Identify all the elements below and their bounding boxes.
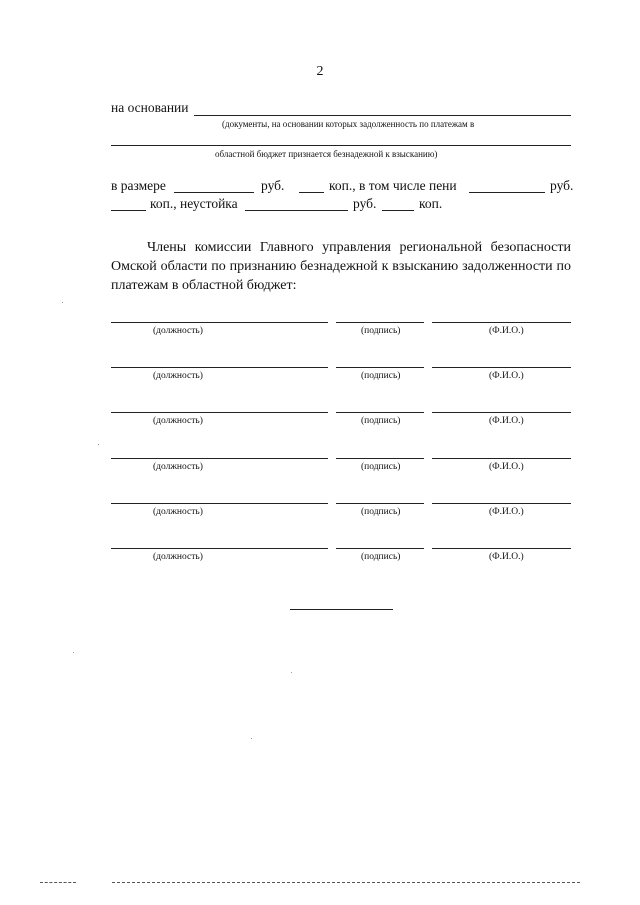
penalty-rub-label: руб. <box>550 178 574 193</box>
forfeit-rub-field[interactable] <box>245 210 348 211</box>
signature-caption: (подпись) <box>361 552 401 562</box>
name-caption: (Ф.И.О.) <box>489 552 524 562</box>
scan-artifact-line <box>112 882 580 883</box>
position-caption: (должность) <box>153 507 203 517</box>
name-field[interactable] <box>432 367 571 368</box>
basis-caption-line1: (документы, на основании которых задолженность по платежам в <box>222 119 475 129</box>
page-number: 2 <box>316 64 324 79</box>
signature-field[interactable] <box>336 458 424 459</box>
basis-field-line-2[interactable] <box>111 145 571 146</box>
position-caption: (должность) <box>153 552 203 562</box>
basis-caption-line2: областной бюджет признается безнадежной к взысканию) <box>215 149 438 159</box>
name-caption: (Ф.И.О.) <box>489 416 524 426</box>
forfeit-label: коп., неустойка <box>150 196 238 211</box>
scan-speck <box>62 302 63 303</box>
name-field[interactable] <box>432 322 571 323</box>
position-field[interactable] <box>111 548 328 549</box>
name-field[interactable] <box>432 503 571 504</box>
name-caption: (Ф.И.О.) <box>489 326 524 336</box>
basis-label: на основании <box>111 100 189 115</box>
scan-speck <box>98 444 99 445</box>
penalty-rub-field[interactable] <box>469 192 545 193</box>
amount-kop-penalty-label: коп., в том числе пени <box>329 178 457 193</box>
signature-caption: (подпись) <box>361 462 401 472</box>
name-field[interactable] <box>432 548 571 549</box>
name-field[interactable] <box>432 458 571 459</box>
signature-field[interactable] <box>336 322 424 323</box>
signature-caption: (подпись) <box>361 371 401 381</box>
position-caption: (должность) <box>153 326 203 336</box>
signature-field[interactable] <box>336 367 424 368</box>
forfeit-rub-label: руб. <box>353 196 377 211</box>
position-caption: (должность) <box>153 371 203 381</box>
amount-rub-field[interactable] <box>174 192 254 193</box>
end-separator-line <box>290 609 393 610</box>
signature-field[interactable] <box>336 412 424 413</box>
signature-caption: (подпись) <box>361 507 401 517</box>
signature-field[interactable] <box>336 548 424 549</box>
name-caption: (Ф.И.О.) <box>489 462 524 472</box>
position-caption: (должность) <box>153 416 203 426</box>
forfeit-kop-field[interactable] <box>382 210 414 211</box>
position-field[interactable] <box>111 458 328 459</box>
position-field[interactable] <box>111 412 328 413</box>
commission-paragraph: Члены комиссии Главного управления региональной безопасности Омской области по признанию безнадежной к взысканию задолженности по платежам в областной бюджет: <box>111 240 571 293</box>
scan-artifact-line <box>40 882 76 883</box>
signature-caption: (подпись) <box>361 326 401 336</box>
name-field[interactable] <box>432 412 571 413</box>
scan-speck <box>73 652 74 653</box>
scan-speck <box>291 672 292 673</box>
basis-field-line[interactable] <box>194 115 571 116</box>
position-field[interactable] <box>111 367 328 368</box>
amount-rub-label: руб. <box>261 178 285 193</box>
position-caption: (должность) <box>153 462 203 472</box>
penalty-kop-field[interactable] <box>111 210 146 211</box>
signature-caption: (подпись) <box>361 416 401 426</box>
position-field[interactable] <box>111 322 328 323</box>
name-caption: (Ф.И.О.) <box>489 507 524 517</box>
amount-kop-field[interactable] <box>299 192 324 193</box>
signature-field[interactable] <box>336 503 424 504</box>
name-caption: (Ф.И.О.) <box>489 371 524 381</box>
amount-label: в размере <box>111 178 166 193</box>
scan-speck <box>251 738 252 739</box>
position-field[interactable] <box>111 503 328 504</box>
forfeit-kop-label: коп. <box>419 196 443 211</box>
